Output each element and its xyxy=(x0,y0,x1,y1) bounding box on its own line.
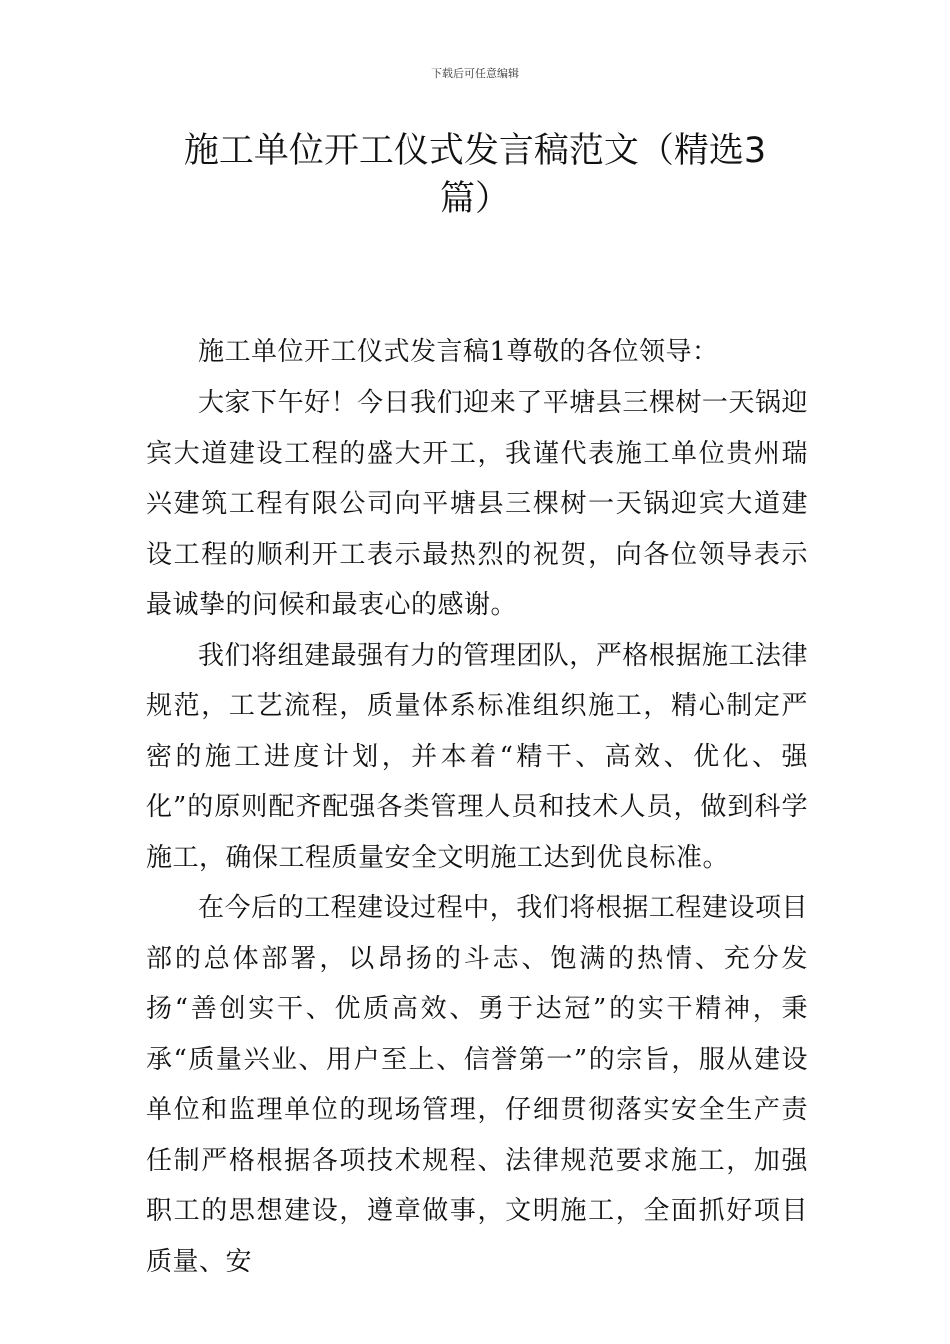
paragraph-1: 大家下午好！今日我们迎来了平塘县三棵树一天锅迎宾大道建设工程的盛大开工，我谨代表施工单位贵州瑞兴建筑工程有限公司向平塘县三棵树一天锅迎宾大道建设工程的顺利开工表示最热烈的祝贺，向各位领导表示最诚挚的问候和最衷心的感谢。 xyxy=(146,388,808,620)
document-body xyxy=(146,330,808,1287)
title-line-2: 篇） xyxy=(439,179,510,219)
header-note: 下载后可任意编辑 xyxy=(431,67,519,80)
paragraph-2: 我们将组建最强有力的管理团队，严格根据施工法律规范，工艺流程，质量体系标准组织施工，精心制定严密的施工进度计划，并本着“精干、高效、优化、强化”的原则配齐配强各类管理人员和技术人员，做到科学施工，确保工程质量安全文明施工达到优良标准。 xyxy=(146,640,808,873)
paragraph-greeting: 施工单位开工仪式发言稿1尊敬的各位领导： xyxy=(198,337,719,367)
title-line-1: 施工单位开工仪式发言稿范文（精选3 xyxy=(183,131,767,171)
paragraph-3: 在今后的工程建设过程中，我们将根据工程建设项目部的总体部署，以昂扬的斗志、饱满的热情、充分发扬“善创实干、优质高效、勇于达冠”的实干精神，秉承“质量兴业、用户至上、信誉第一”的宗旨，服从建设单位和监理单位的现场管理，仔细贯彻落实安全生产责任制严格根据各项技术规程、法律规范要求施工，加强职工的思想建设，遵章做事，文明施工，全面抓好项目质量、安 xyxy=(146,893,808,1277)
document-title xyxy=(150,127,800,223)
